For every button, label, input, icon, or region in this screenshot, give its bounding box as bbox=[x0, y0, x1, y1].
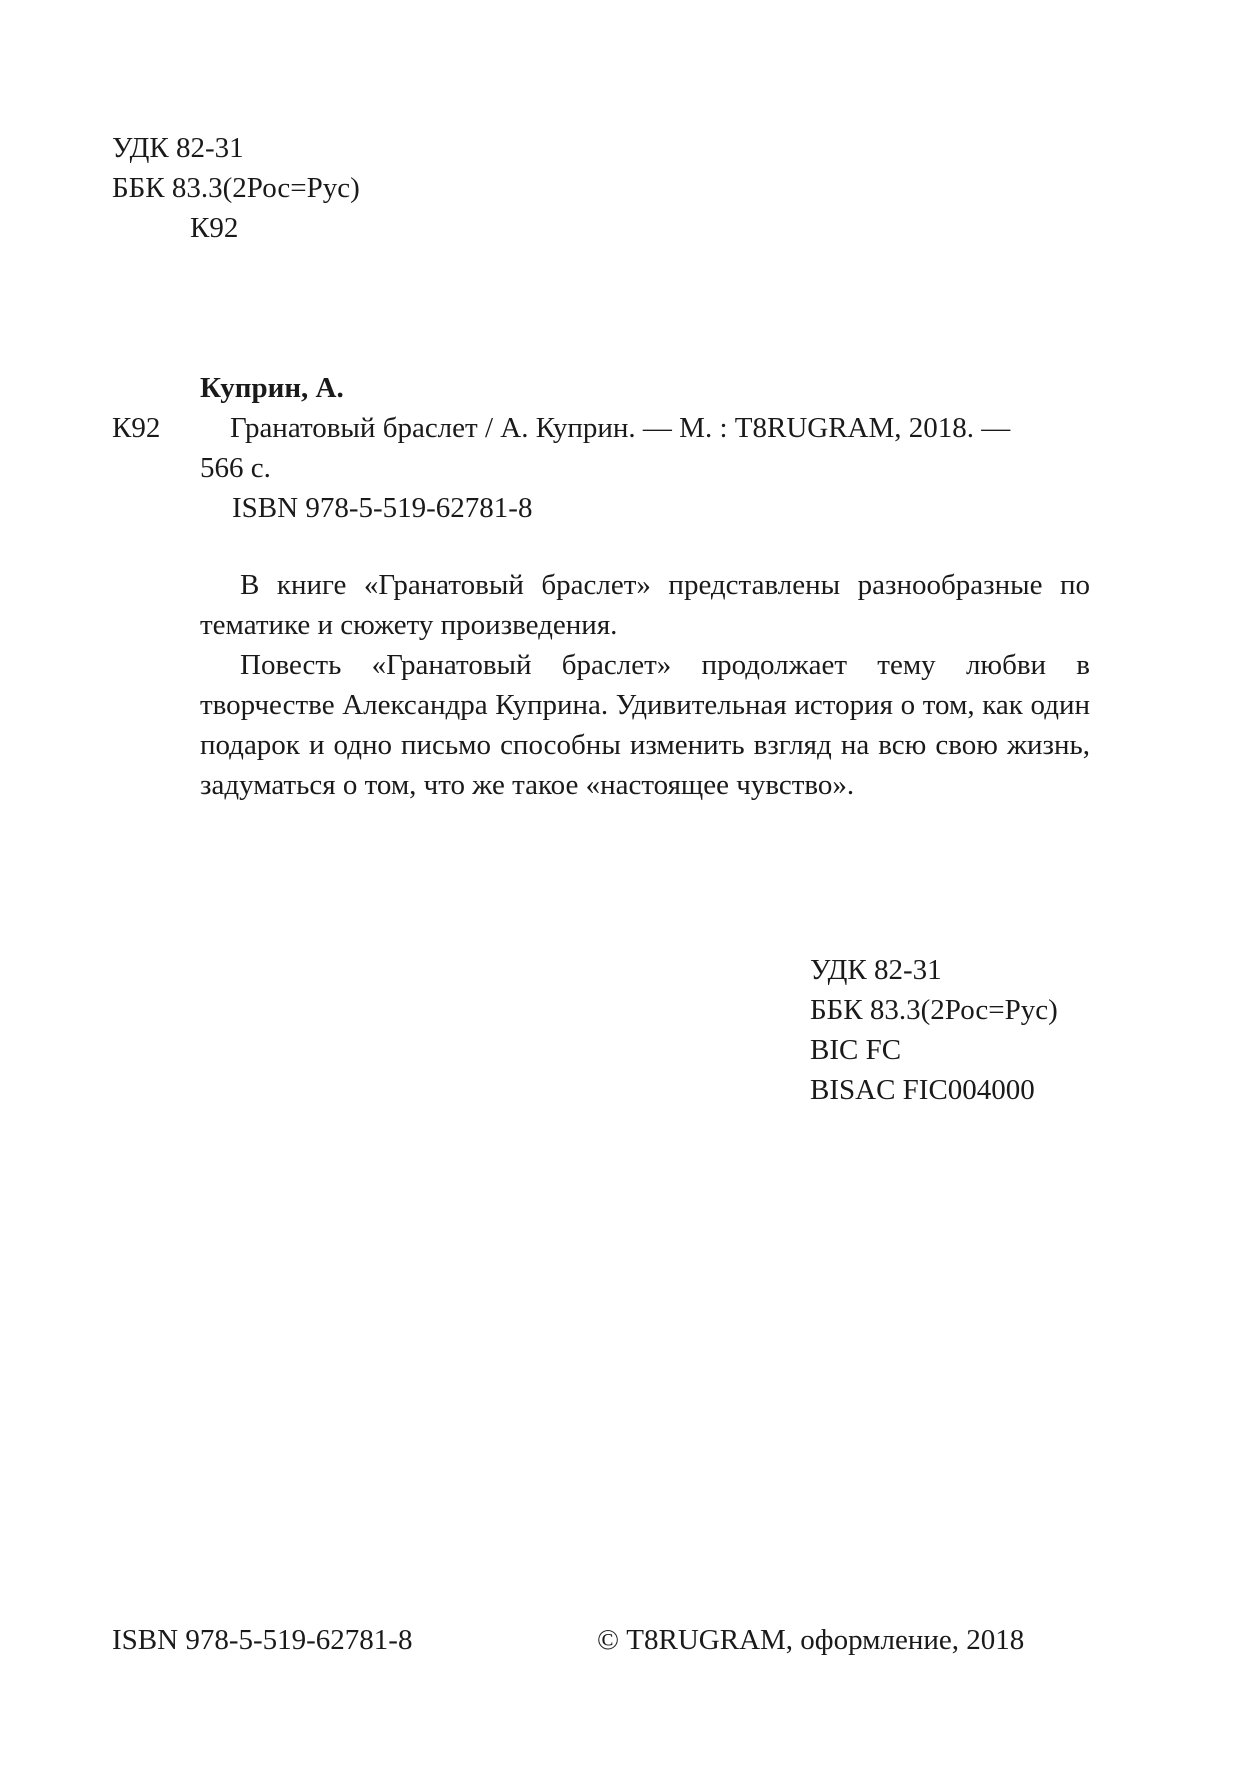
header-udk: УДК 82-31 bbox=[112, 132, 244, 164]
footer-copyright: © Т8RUGRAM, оформление, 2018 bbox=[597, 1624, 1025, 1656]
record-author: Куприн, А. bbox=[200, 372, 344, 404]
annotation bbox=[200, 565, 1090, 805]
header-bbk: ББК 83.3(2Рос=Рус) bbox=[112, 172, 360, 204]
class-bisac: BISAC FIC004000 bbox=[810, 1074, 1035, 1106]
record-left-mark: К92 bbox=[112, 412, 161, 444]
record-isbn: ISBN 978-5-519-62781-8 bbox=[232, 492, 533, 524]
annotation-paragraph: Повесть «Гранатовый браслет» продолжает тему любви в творчестве Александра Куприна. Удивительная история о том, как один подарок и одно письмо способны изменить взгляд на всю свою жизнь, задуматься о том, что же такое «настоящее чувство». bbox=[200, 649, 1090, 801]
record-pages: 566 с. bbox=[200, 452, 271, 484]
footer-isbn: ISBN 978-5-519-62781-8 bbox=[112, 1624, 413, 1656]
class-bic: BIC FC bbox=[810, 1034, 902, 1066]
class-udk: УДК 82-31 bbox=[810, 954, 942, 986]
annotation-paragraph: В книге «Гранатовый браслет» представлены разнообразные по тематике и сюжету произведения. bbox=[200, 569, 1090, 641]
class-bbk: ББК 83.3(2Рос=Рус) bbox=[810, 994, 1058, 1026]
header-author-mark: К92 bbox=[190, 212, 239, 244]
record-title-line: Гранатовый браслет / А. Куприн. — М. : Т8RUGRAM, 2018. — bbox=[230, 412, 1011, 444]
